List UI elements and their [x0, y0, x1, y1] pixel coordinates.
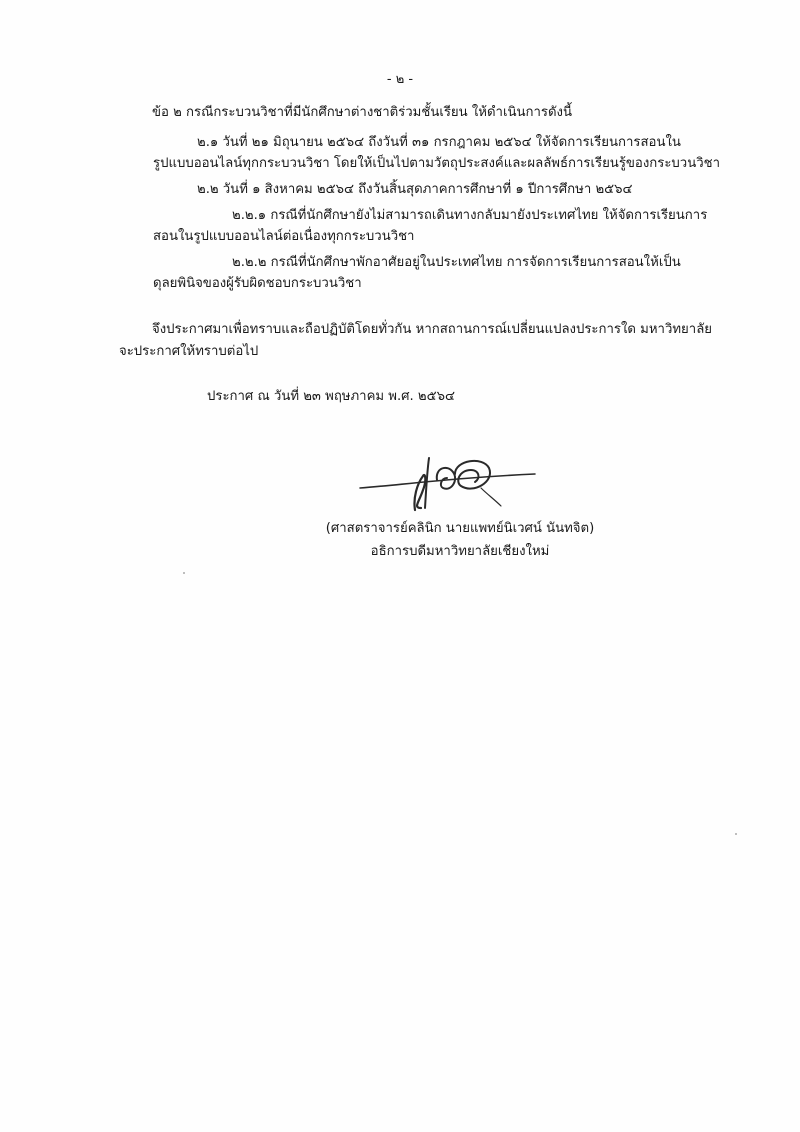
signature-icon — [355, 450, 545, 520]
page-number: - ๒ - — [386, 72, 414, 87]
scan-speck — [183, 572, 185, 574]
signatory-name: (ศาสตราจารย์คลินิก นายแพทย์นิเวศน์ นันทจิต) — [325, 521, 595, 536]
item-2-2: ๒.๒ วันที่ ๑ สิงหาคม ๒๕๖๔ ถึงวันสิ้นสุดภาคการศึกษาที่ ๑ ปีการศึกษา ๒๕๖๔ — [197, 182, 633, 197]
scan-speck — [735, 833, 737, 835]
item-2-2-2-line-2: ดุลยพินิจของผู้รับผิดชอบกระบวนวิชา — [153, 276, 362, 291]
clause-2-heading: ข้อ ๒ กรณีกระบวนวิชาที่มีนักศึกษาต่างชาติร่วมชั้นเรียน ให้ดำเนินการดังนี้ — [152, 105, 572, 120]
item-2-2-1-line-1: ๒.๒.๑ กรณีที่นักศึกษายังไม่สามารถเดินทางกลับมายังประเทศไทย ให้จัดการเรียนการ — [232, 208, 708, 223]
closing-line-2: จะประกาศให้ทราบต่อไป — [119, 344, 259, 359]
item-2-1-line-1: ๒.๑ วันที่ ๒๑ มิถุนายน ๒๕๖๔ ถึงวันที่ ๓๑ กรกฎาคม ๒๕๖๔ ให้จัดการเรียนการสอนใน — [197, 135, 681, 150]
item-2-2-1-line-2: สอนในรูปแบบออนไลน์ต่อเนื่องทุกกระบวนวิชา — [153, 229, 415, 244]
signatory-title: อธิการบดีมหาวิทยาลัยเชียงใหม่ — [370, 544, 550, 559]
closing-line-1: จึงประกาศมาเพื่อทราบและถือปฏิบัติโดยทั่วกัน หากสถานการณ์เปลี่ยนแปลงประการใด มหาวิทยาลัย — [152, 322, 712, 337]
item-2-1-line-2: รูปแบบออนไลน์ทุกกระบวนวิชา โดยให้เป็นไปตามวัตถุประสงค์และผลลัพธ์การเรียนรู้ของกระบวนวิชา — [153, 156, 720, 171]
item-2-2-2-line-1: ๒.๒.๒ กรณีที่นักศึกษาพักอาศัยอยู่ในประเทศไทย การจัดการเรียนการสอนให้เป็น — [232, 255, 681, 270]
announcement-date: ประกาศ ณ วันที่ ๒๓ พฤษภาคม พ.ศ. ๒๕๖๔ — [207, 389, 455, 404]
signature — [355, 450, 545, 520]
